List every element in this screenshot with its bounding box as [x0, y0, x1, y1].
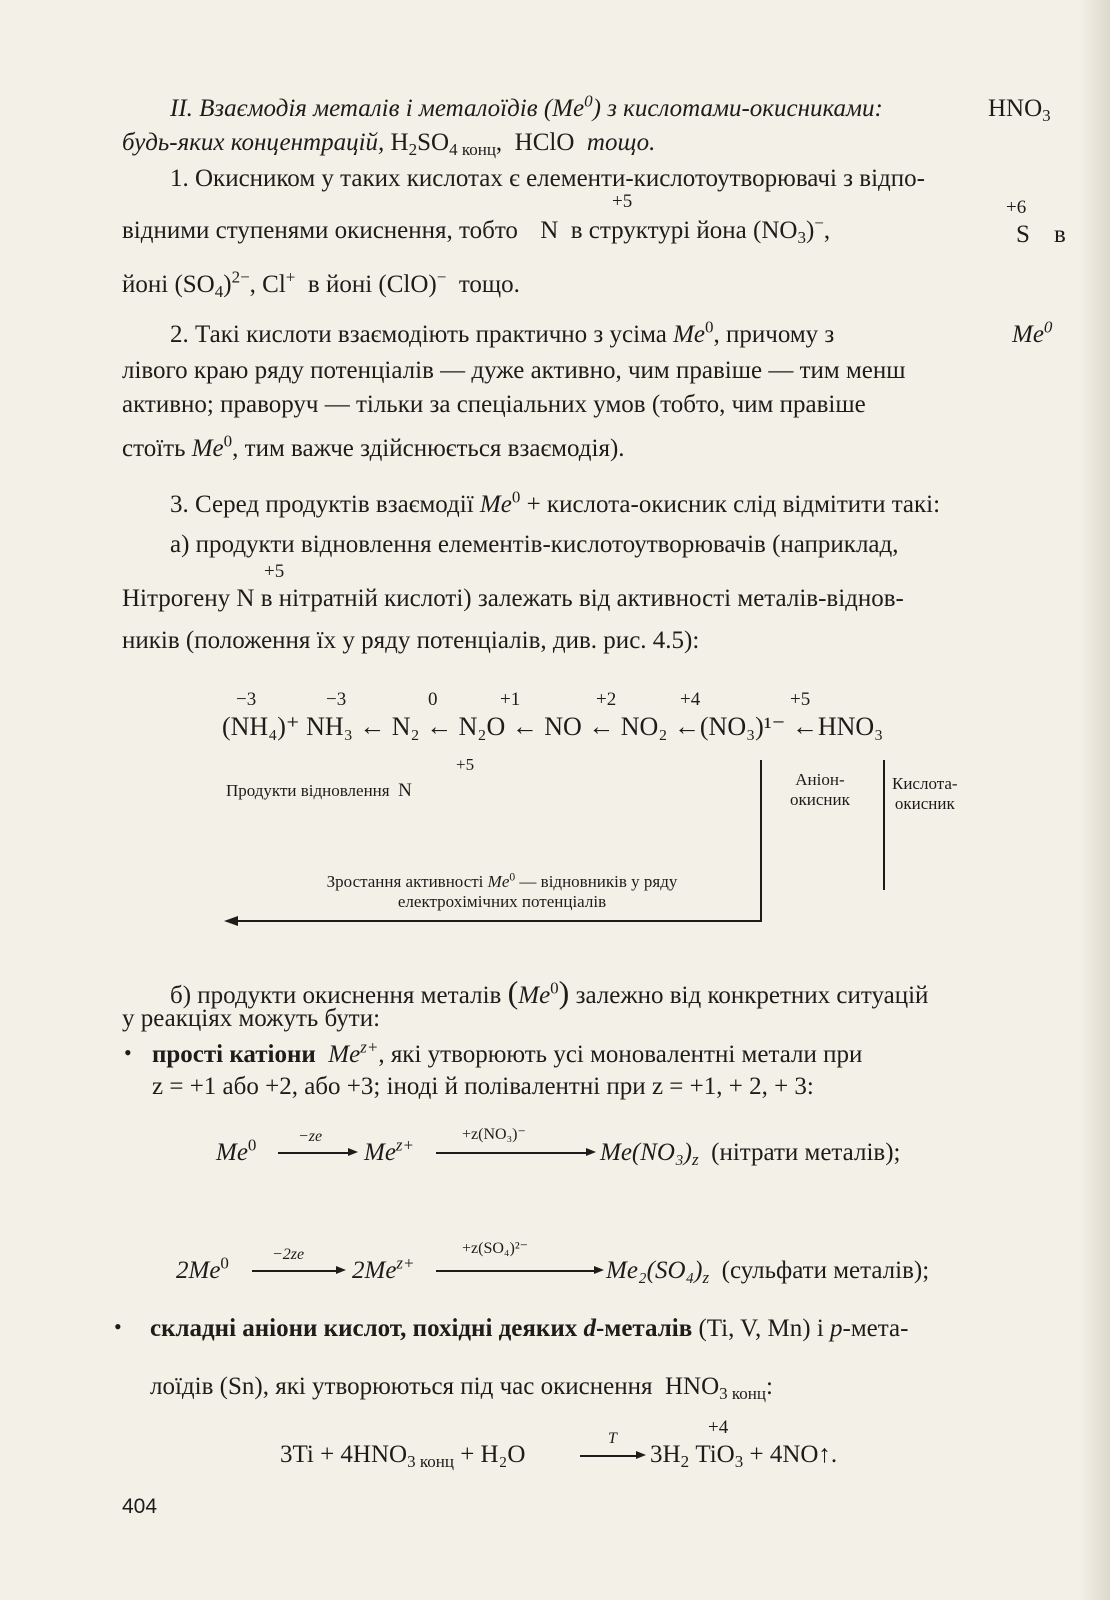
rxn1-arrow2-line — [436, 1152, 588, 1154]
rxn3-right-a-sub: 2 — [680, 1452, 690, 1472]
arrow-right-icon — [348, 1148, 358, 1156]
p4-line-1: б) продукти окиснення металів (Me$^0$) залежно від конкретних ситуацій — [170, 974, 929, 1010]
p1-line2-text: відними ступенями окиснення, тобто — [122, 217, 518, 244]
cl-sup: + — [285, 267, 296, 287]
divider-anion — [760, 760, 762, 922]
heading-hno3 — [988, 95, 1051, 126]
ox-state-nh3: −3 — [326, 689, 347, 710]
h2so4-so: SO — [417, 129, 450, 156]
rxn1-arrow1-line — [278, 1152, 350, 1154]
s-symbol: S — [1016, 221, 1030, 248]
p2-line1-rest: , причому з — [713, 321, 835, 348]
rxn2-me0 — [176, 1253, 229, 1284]
arrow-right-icon — [336, 1266, 346, 1274]
me-charge-sup: z+ — [360, 1037, 379, 1057]
rxn2-mez-text: 2Me — [352, 1257, 397, 1284]
p3-line-4: ників (положення їх у ряду потенціалів, див. рис. 4.5): — [122, 627, 700, 654]
rxn1-arrow1-label: −ze — [298, 1128, 323, 1145]
arrow-right-icon — [636, 1451, 646, 1459]
growth-label-line1 — [252, 872, 752, 892]
p4-line1-rest: залежно від конкретних ситуацій — [575, 982, 929, 1009]
hno3-sub: 3 конц — [719, 1384, 766, 1404]
page-edge-shadow — [1080, 0, 1110, 1600]
arrow-right-icon — [586, 1148, 596, 1156]
clo-text: в йоні (ClO) — [307, 271, 437, 298]
n-symbol: N — [236, 585, 255, 612]
rxn1-me0 — [216, 1135, 257, 1166]
page-number: 404 — [122, 1495, 158, 1518]
cl-text: , Cl — [249, 271, 286, 298]
growth-text-b: — відновників у ряду — [519, 872, 678, 891]
rxn3-arrow-label: T — [608, 1430, 617, 1447]
p2-line-3: активно; праворуч — тільки за спеціальних умов (тобто, чим правіше — [122, 391, 866, 418]
p4-line1-text: б) продукти окиснення металів — [170, 982, 502, 1009]
reduction-series: (NH₄)⁺ NH₃ ← N₂ ← N₂O ← NO ← NO₂ ←(NO₃)¹⁻ ←HNO₃ — [222, 712, 884, 741]
p3-line-1 — [170, 487, 941, 518]
p2-line-4 — [122, 431, 625, 462]
ti-oxidation-state: +4 — [708, 1417, 729, 1438]
bullet2-rest: (Ti, V, Mn) і — [698, 1315, 824, 1342]
me-charge-sup: z+ — [396, 1253, 415, 1273]
bullet1-line-1 — [152, 1037, 863, 1068]
p2-line1-text: 2. Такі кислоти взаємодіють практично з усіма — [170, 321, 667, 348]
arrow-right-icon — [594, 1266, 604, 1274]
p1-line-1: 1. Окисником у таких кислотах є елементи-кислотоутворювачі з відпо- — [170, 165, 925, 192]
me-charge-sup: z+ — [395, 1135, 415, 1155]
rxn1-note: (нітрати металів); — [711, 1139, 901, 1166]
bullet-icon: • — [114, 1314, 122, 1339]
ox-state-no: +2 — [596, 689, 617, 710]
bullet2-bold-b: -металів — [595, 1315, 693, 1342]
p3-line-2: а) продукти відновлення елементів-кислотоутворювачів (наприклад, — [170, 531, 899, 558]
so4-text: йоні (SO — [122, 271, 215, 298]
rxn3-left — [280, 1441, 526, 1472]
hclo-text: HClO — [514, 129, 575, 156]
rxn2-arrow2-label: +z(SO₄)²⁻ — [462, 1240, 529, 1257]
me-symbol: Me — [673, 321, 705, 348]
rxn2-arrow1-line — [252, 1270, 338, 1272]
growth-label-line2: електрохімічних потенціалів — [397, 891, 607, 911]
so4-sup: 2− — [231, 267, 250, 287]
p4-line-2: у реакціях можуть бути: — [122, 1005, 381, 1032]
rxn2-mez — [352, 1253, 415, 1284]
h2so4-h: H — [390, 129, 409, 156]
rxn3-right-a: 3H — [650, 1441, 681, 1468]
p3-line1-text: 3. Серед продуктів взаємодії — [170, 491, 474, 518]
ox-state-no3: +5 — [790, 689, 811, 710]
p3-line3-rest: в нітратній кислоті) залежать від активності металів-віднов- — [260, 585, 904, 612]
rxn3-right-c: + 4NO↑. — [749, 1441, 838, 1468]
arrow-left-icon — [224, 916, 238, 926]
rxn3-mid: + H₂O — [460, 1441, 526, 1468]
bullet1-line-2: z = +1 або +2, або +3; іноді й полівалентні при z = +1, + 2, + 3: — [152, 1073, 814, 1100]
divider-acid — [883, 760, 885, 890]
rxn1-product-sub: z — [692, 1150, 699, 1170]
me-sup: 0 — [220, 1253, 229, 1273]
heading-line-2 — [122, 129, 656, 160]
p1-line2-end: в — [1054, 221, 1066, 248]
me-sup: 0 — [247, 1135, 257, 1155]
p2-line-1 — [170, 317, 835, 348]
p1-line-2 — [122, 213, 831, 248]
rxn1-arrow2-label: +z(NO₃)⁻ — [462, 1126, 526, 1143]
rxn2-product-sub: z — [702, 1268, 710, 1288]
no3-sub: 3 — [797, 228, 806, 248]
growth-label — [252, 872, 752, 911]
products-label-text: Продукти відновлення — [226, 781, 390, 800]
anion-label-line1: Аніон- — [795, 770, 845, 789]
p2-line1-me — [1012, 317, 1053, 348]
hno3-text: HNO — [988, 95, 1043, 122]
me-symbol: Me — [364, 1139, 396, 1166]
heading-line2-italic: будь-яких концентрацій, — [122, 129, 385, 156]
ox-state-n2: 0 — [428, 689, 438, 710]
p2-line-2: лівого краю ряду потенціалів — дуже активно, чим правіше — тим менш — [122, 357, 906, 384]
me-symbol: Me — [191, 435, 224, 462]
p3-line-3 — [122, 586, 904, 611]
me-symbol: Me — [328, 1041, 361, 1068]
rxn3-arrow-line — [580, 1455, 638, 1457]
ox-state-no2: +4 — [680, 689, 701, 710]
p2-line4-text: стоїть — [122, 435, 186, 462]
bullet1-rest: , які утворюють усі моновалентні метали при — [378, 1041, 863, 1068]
n-oxidation-state: +5 — [612, 191, 633, 212]
rxn1-product — [600, 1139, 901, 1170]
so4-sub: 4 — [214, 282, 224, 302]
rxn3-right-b: TiO — [695, 1441, 735, 1468]
me-sup: 0 — [1043, 317, 1053, 337]
p3-line3-text: Нітрогену — [122, 585, 231, 612]
rxn3-left-text: 3Ti + 4HNO — [280, 1441, 408, 1468]
h2so4-sub-4: 4 конц — [449, 140, 496, 160]
n-symbol: N — [540, 217, 559, 244]
me-symbol: Me — [518, 982, 551, 1009]
hno3-sub: 3 — [1042, 106, 1051, 126]
rxn3-left-sub: 3 конц — [407, 1452, 454, 1472]
p1-line2-nitrate: в структурі йона (NO — [570, 217, 798, 244]
heading-text: II. Взаємодія металів і металоїдів ( — [170, 95, 553, 122]
rxn1-product-text: Me(NO₃) — [600, 1139, 692, 1166]
me-symbol: Me — [216, 1139, 248, 1166]
paren-close: ) — [223, 271, 232, 298]
me-symbol: Me — [552, 95, 585, 122]
comma: , — [823, 217, 831, 244]
me-sup: 0 — [550, 978, 559, 998]
me-sup: 0 — [705, 317, 714, 337]
heading-end: тощо. — [586, 129, 656, 156]
acid-label-line2: окисник — [894, 793, 955, 813]
anion-oxidizer-label — [790, 770, 850, 809]
me-symbol: Me — [487, 872, 510, 891]
ox-state-n2o: +1 — [500, 689, 521, 710]
no3-sup: − — [814, 213, 824, 233]
hno3-text: HNO — [664, 1373, 720, 1400]
rxn2-product-text: Me₂(SO₄) — [606, 1257, 703, 1284]
bullet2-bold-d: d — [583, 1315, 596, 1342]
ox-state-nh4: −3 — [236, 689, 257, 710]
h2so4-sub-2: 2 — [408, 140, 418, 160]
p3-line1-rest: + кислота-окисник слід відмітити такі: — [526, 491, 941, 518]
rxn2-note: (сульфати металів); — [721, 1257, 930, 1284]
p1-line3-end: тощо. — [458, 271, 520, 298]
clo-sup: − — [436, 267, 447, 287]
rxn2-arrow2-line — [436, 1270, 596, 1272]
growth-arrow-line — [236, 920, 762, 922]
products-n-ox: +5 — [456, 755, 475, 774]
n-oxidation-state: +5 — [264, 561, 285, 582]
acid-label-line1: Кислота- — [892, 774, 958, 793]
paren-close: ) — [805, 217, 815, 244]
rxn1-mez — [364, 1135, 415, 1166]
growth-text-a: Зростання активності — [326, 872, 484, 891]
me-symbol: Me — [1012, 321, 1044, 348]
acid-oxidizer-label — [892, 774, 958, 813]
bullet1-bold: прості катіони — [152, 1041, 316, 1068]
bullet2-p: p — [830, 1315, 843, 1342]
colon: : — [765, 1373, 773, 1400]
rxn2-arrow1-label: −2ze — [272, 1246, 305, 1263]
me-sup: 0 — [511, 487, 521, 507]
bullet2-rest2: -мета- — [842, 1315, 909, 1342]
bullet2-bold-a: складні аніони кислот, похідні деяких — [150, 1315, 578, 1342]
me-symbol: Me — [479, 491, 512, 518]
rxn2-coef: 2Me — [176, 1257, 221, 1284]
rxn2-product — [606, 1257, 930, 1288]
comma: , — [495, 129, 503, 156]
section-heading — [170, 91, 883, 122]
p1-line-3 — [122, 267, 520, 302]
bullet-icon: • — [124, 1040, 132, 1065]
anion-label-line2: окисник — [790, 789, 850, 809]
p2-line4-rest: , тим важче здійснюється взаємодія). — [232, 435, 625, 462]
products-label — [226, 780, 412, 802]
bullet2-line-1 — [150, 1316, 908, 1341]
bullet2-line-2 — [150, 1373, 773, 1404]
n-symbol: N — [398, 780, 412, 801]
rxn3-right — [650, 1441, 838, 1472]
me-sup: 0 — [509, 870, 516, 884]
bullet2-line2-text: лоїдів (Sn), які утворюються під час окиснення — [150, 1373, 653, 1400]
rxn3-right-b-sub: 3 — [734, 1452, 744, 1472]
heading-rest: ) з кислотами-окисниками: — [592, 95, 883, 122]
me-sup: 0 — [223, 431, 233, 451]
me-sup: 0 — [584, 91, 593, 111]
s-oxidation-state: +6 — [1006, 197, 1027, 218]
